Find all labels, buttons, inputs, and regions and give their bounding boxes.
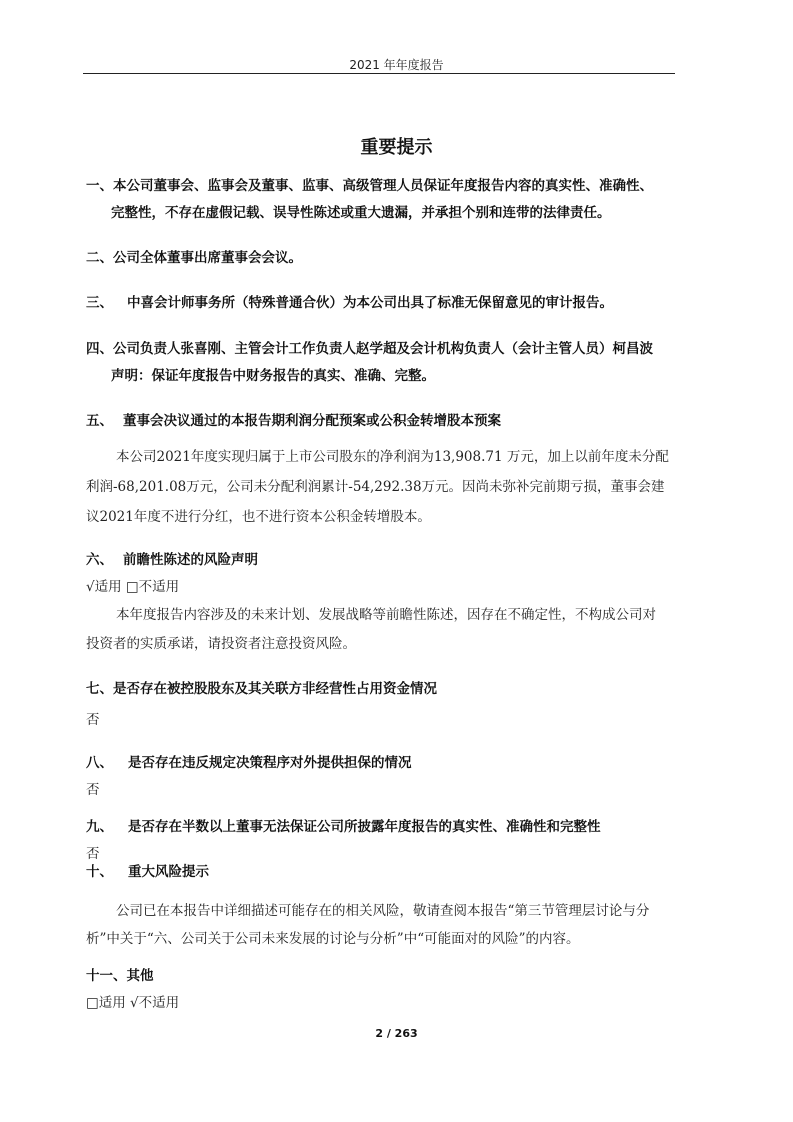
- section-2-text: 公司全体董事出席董事会会议。: [113, 250, 302, 266]
- section-1-line-2: 完整性，不存在虚假记载、误导性陈述或重大遗漏，并承担个别和连带的法律责任。: [111, 205, 611, 221]
- section-10-text: 重大风险提示: [128, 864, 209, 880]
- section-5-number: 五、: [86, 413, 113, 429]
- section-3-number: 三、: [86, 295, 113, 311]
- section-5-heading: [86, 411, 501, 431]
- section-5-body-line-2: 利润-68,201.08万元，公司未分配利润累计-54,292.38万元。因尚未弥补完前期亏损，董事会建: [86, 479, 665, 495]
- section-4-heading: [86, 339, 653, 359]
- page-title: 重要提示: [360, 137, 433, 158]
- section-6-body-line-2: 投资者的实质承诺，请投资者注意投资风险。: [86, 636, 356, 652]
- section-7-text: 是否存在被控股股东及其关联方非经营性占用资金情况: [113, 681, 437, 697]
- section-10-body-line-1: 公司已在本报告中详细描述可能存在的相关风险，敬请查阅本报告“第三节管理层讨论与分: [116, 903, 650, 919]
- section-11-text: 其他: [126, 968, 154, 984]
- section-9-text: 是否存在半数以上董事无法保证公司所披露年度报告的真实性、准确性和完整性: [128, 819, 601, 835]
- section-2-number: 二、: [86, 250, 113, 266]
- section-5-body-line-1: 本公司2021年度实现归属于上市公司股东的净利润为13,908.71 万元，加上以前年度未分配: [116, 449, 669, 465]
- section-1-number: 一、: [86, 178, 113, 194]
- section-9-answer: 否: [86, 846, 100, 862]
- section-6-body-line-1: 本年度报告内容涉及的未来计划、发展战略等前瞻性陈述，因存在不确定性，不构成公司对: [116, 607, 656, 623]
- header-rule: [83, 73, 675, 74]
- section-2-heading: [86, 248, 302, 268]
- section-8-answer: 否: [86, 782, 100, 798]
- section-7-answer: 否: [86, 712, 100, 728]
- section-1-heading: [86, 176, 653, 196]
- section-7-heading: [86, 679, 437, 699]
- section-7-number: 七、: [86, 681, 113, 697]
- section-9-number: 九、: [86, 819, 113, 835]
- section-4-number: 四、: [86, 341, 113, 357]
- section-6-applicability: √适用 □不适用: [86, 579, 180, 595]
- section-11-heading: [86, 966, 154, 986]
- section-4-line-1: 公司负责人张喜刚、主管会计工作负责人赵学超及会计机构负责人（会计主管人员）柯昌波: [113, 341, 653, 357]
- section-10-heading: [86, 862, 209, 882]
- section-10-number: 十、: [86, 864, 113, 880]
- page-number: 2 / 263: [375, 1027, 418, 1040]
- section-3-heading: [86, 293, 613, 313]
- section-10-body-line-2: 析”中关于“六、公司关于公司未来发展的讨论与分析”中“可能面对的风险”的内容。: [86, 931, 580, 947]
- section-8-heading: [86, 753, 412, 773]
- section-1-line-1: 本公司董事会、监事会及董事、监事、高级管理人员保证年度报告内容的真实性、准确性、: [113, 178, 653, 194]
- section-9-heading: [86, 817, 601, 837]
- section-8-number: 八、: [86, 755, 113, 771]
- section-5-body-line-3: 议2021年度不进行分红，也不进行资本公积金转增股本。: [86, 509, 431, 525]
- section-5-text: 董事会决议通过的本报告期利润分配预案或公积金转增股本预案: [123, 413, 501, 429]
- section-11-applicability: □适用 √不适用: [86, 995, 180, 1011]
- section-11-number: 十一、: [86, 968, 127, 984]
- section-4-line-2: 声明：保证年度报告中财务报告的真实、准确、完整。: [111, 368, 435, 384]
- section-6-number: 六、: [86, 552, 113, 568]
- section-3-text: 中喜会计师事务所（特殊普通合伙）为本公司出具了标准无保留意见的审计报告。: [127, 295, 613, 311]
- section-6-text: 前瞻性陈述的风险声明: [123, 552, 258, 568]
- section-8-text: 是否存在违反规定决策程序对外提供担保的情况: [128, 755, 412, 771]
- section-6-heading: [86, 550, 258, 570]
- running-header: 2021 年年度报告: [349, 58, 444, 72]
